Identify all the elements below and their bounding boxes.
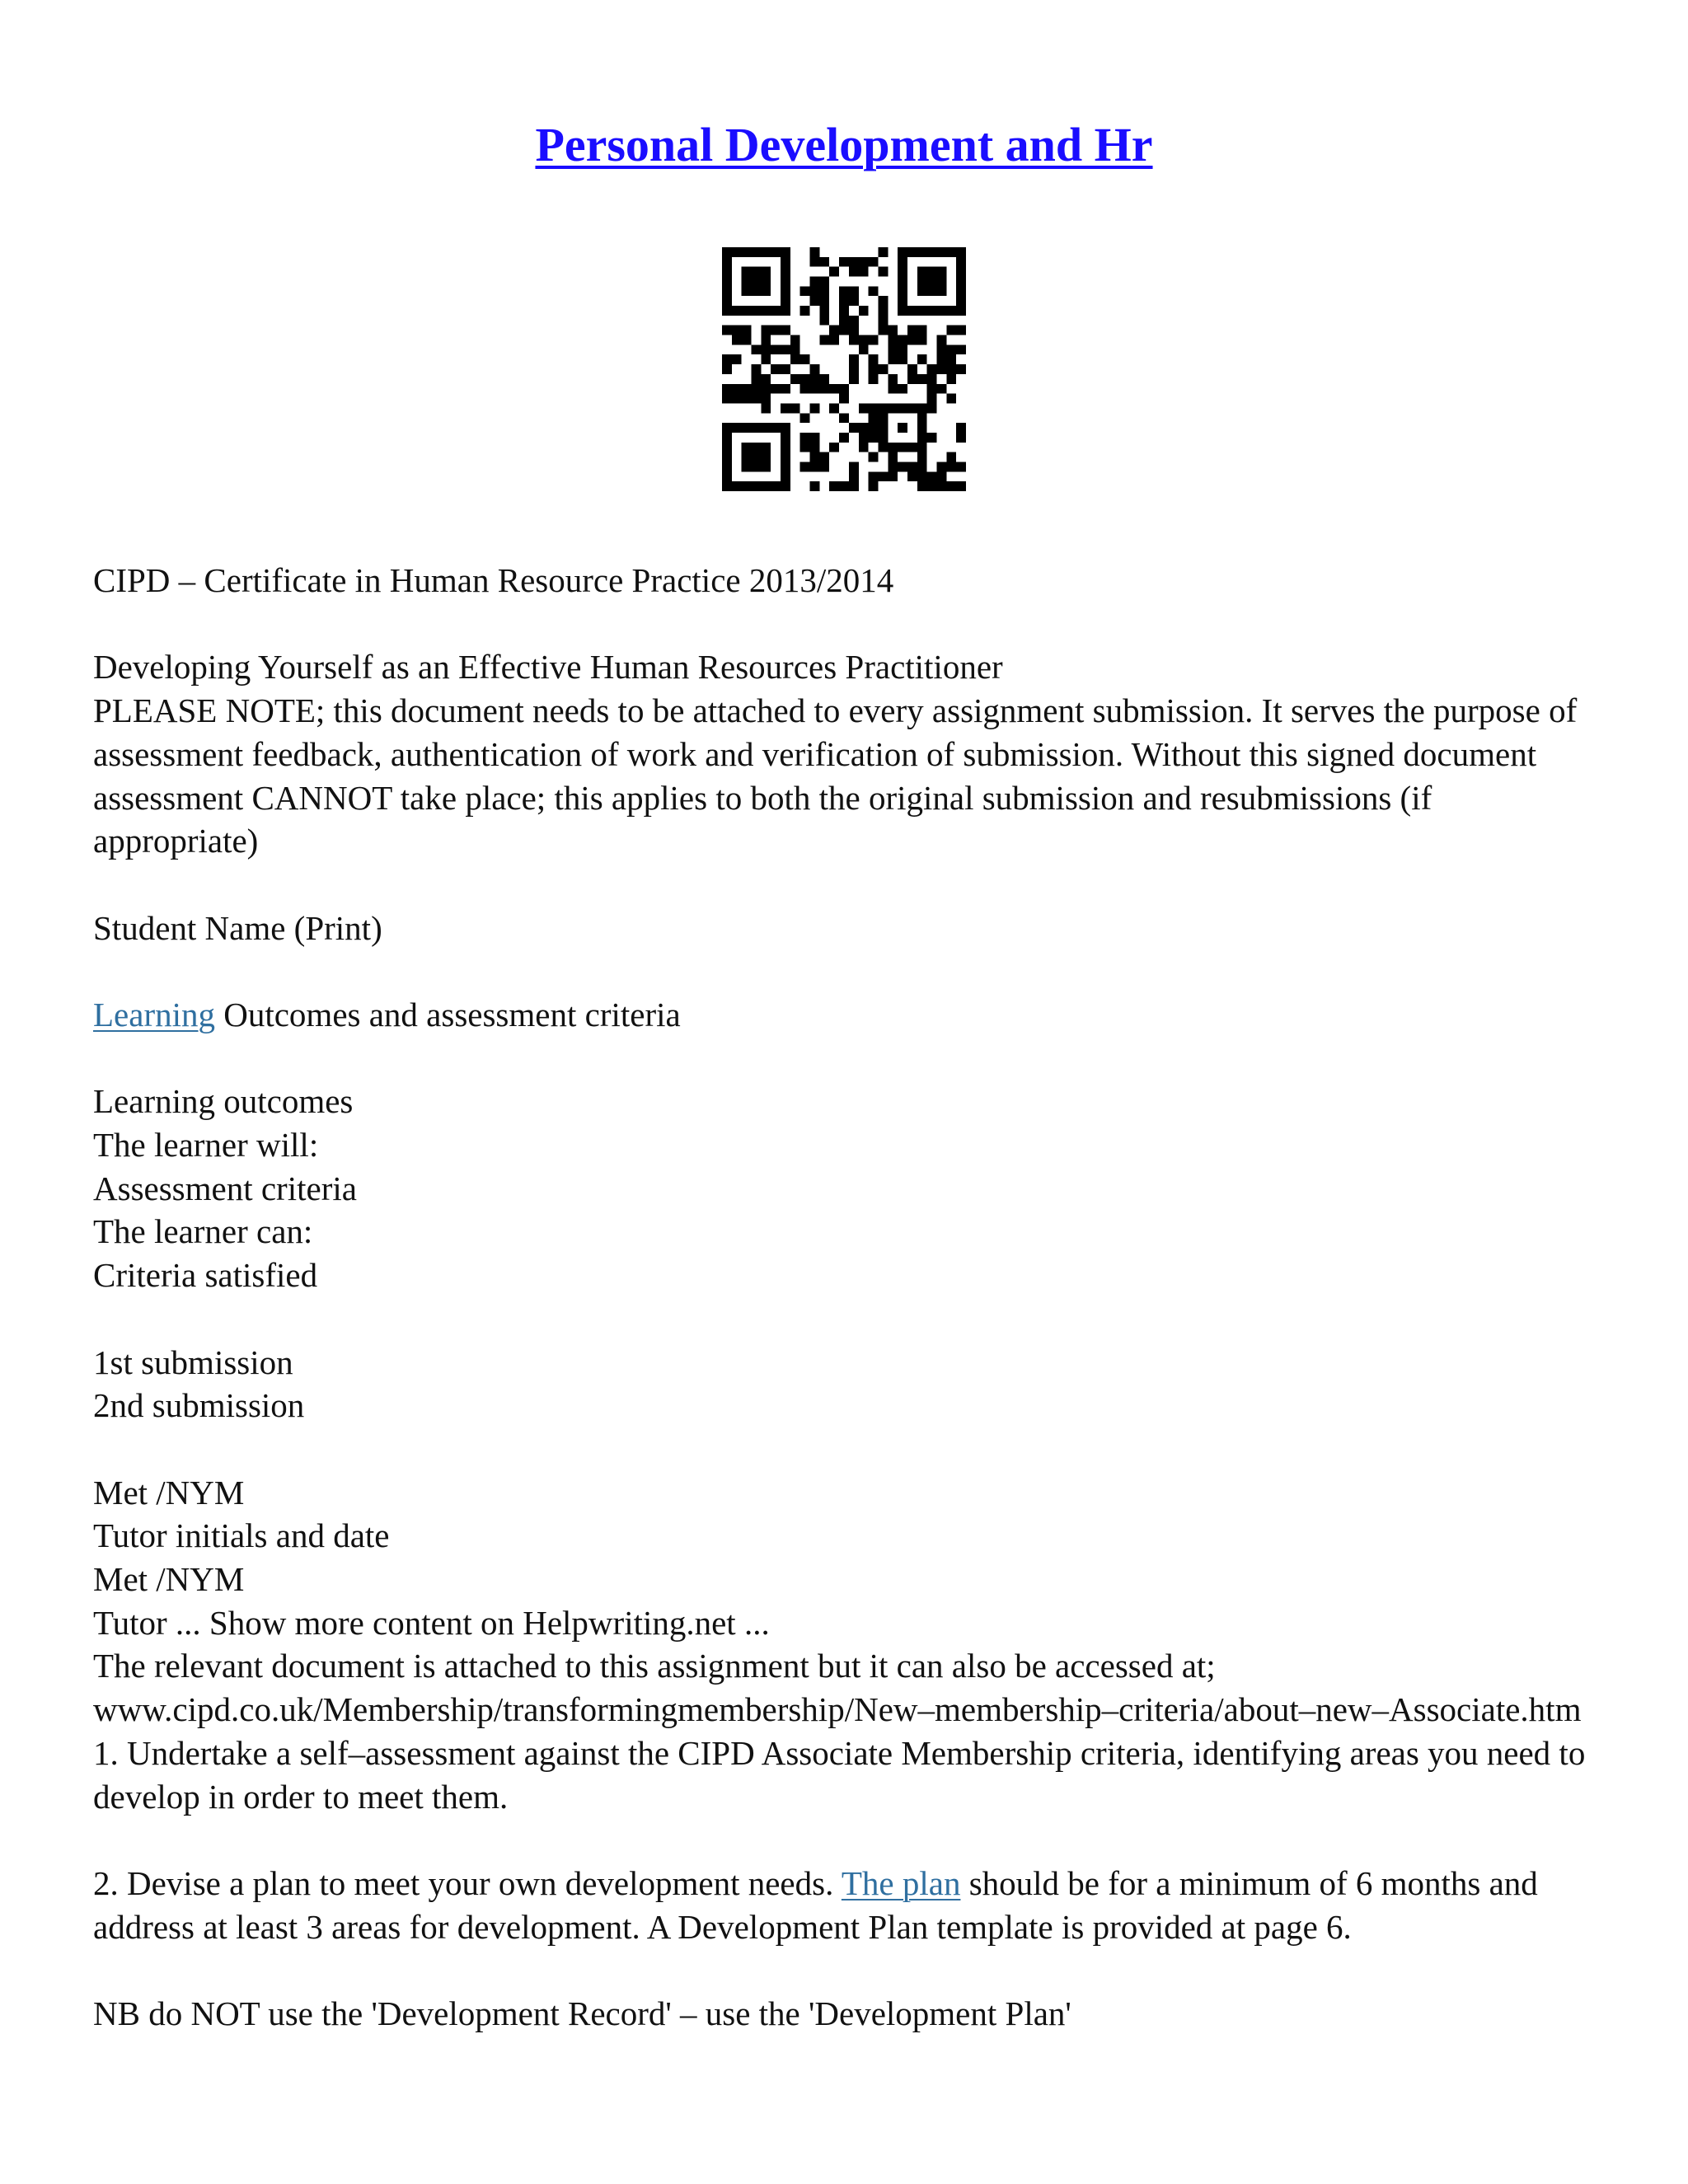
qr-module: [839, 296, 849, 306]
qr-module: [810, 384, 820, 394]
qr-module: [859, 257, 869, 267]
qr-module: [869, 471, 879, 481]
block3-line: Met /NYM: [93, 1560, 245, 1599]
qr-module: [839, 413, 849, 423]
qr-module: [878, 326, 888, 335]
qr-module: [819, 296, 829, 306]
qr-module: [946, 374, 956, 384]
qr-module: [859, 344, 869, 354]
qr-module: [761, 384, 771, 394]
qr-module: [869, 335, 879, 345]
block1-line: The learner will:: [93, 1126, 319, 1165]
qr-module: [907, 335, 917, 345]
qr-module: [800, 443, 810, 452]
devise-plan-paragraph: [93, 1862, 1601, 1948]
qr-module: [761, 403, 771, 413]
qr-module: [810, 481, 820, 491]
qr-module: [752, 344, 762, 354]
qr-module: [819, 277, 829, 287]
qr-module: [732, 394, 742, 404]
qr-module: [878, 471, 888, 481]
qr-module: [849, 257, 859, 267]
qr-module: [819, 286, 829, 296]
qr-module: [869, 413, 879, 423]
qr-module: [761, 354, 771, 364]
qr-module: [819, 257, 829, 267]
qr-module: [742, 384, 752, 394]
qr-module: [888, 462, 898, 471]
qr-module: [810, 296, 820, 306]
learning-link[interactable]: Learning: [93, 995, 215, 1033]
qr-module: [819, 335, 829, 345]
qr-module: [829, 384, 839, 394]
qr-module: [907, 326, 917, 335]
qr-module: [956, 481, 966, 491]
qr-module: [849, 364, 859, 374]
qr-module: [946, 364, 956, 374]
qr-module: [722, 354, 732, 364]
qr-module: [878, 296, 888, 306]
qr-module: [849, 471, 859, 481]
qr-module: [878, 316, 888, 326]
qr-module: [810, 257, 820, 267]
qr-module: [917, 335, 927, 345]
qr-module: [898, 384, 907, 394]
qr-module: [907, 374, 917, 384]
block1-line: Criteria satisfied: [93, 1256, 318, 1295]
qr-module: [829, 267, 839, 277]
relevant-document-paragraph: The relevant document is attached to this assignment but it can also be accessed at; www.cipd.co.uk/Membership/transformingmembership/New–membership–criteria/about–new–Associate.htm 1. Undertake a self–assessment against the CIPD Associate Membership criteria, identifying areas you need to develop in order to meet them.: [93, 1647, 1586, 1816]
qr-module: [752, 394, 762, 404]
qr-module: [927, 374, 937, 384]
qr-module: [936, 344, 946, 354]
qr-module: [907, 462, 917, 471]
qr-module: [849, 286, 859, 296]
qr-module: [859, 335, 869, 345]
qr-code-icon: [722, 247, 966, 491]
qr-module: [849, 354, 859, 364]
qr-module: [819, 306, 829, 316]
qr-module: [810, 403, 820, 413]
qr-module: [839, 481, 849, 491]
qr-module: [839, 316, 849, 326]
qr-module: [936, 462, 946, 471]
qr-module: [927, 384, 937, 394]
qr-module: [936, 364, 946, 374]
qr-module: [771, 364, 781, 374]
qr-module: [956, 433, 966, 443]
qr-module: [869, 286, 879, 296]
qr-module: [732, 384, 742, 394]
qr-module: [869, 403, 879, 413]
course-line: CIPD – Certificate in Human Resource Practice 2013/2014: [93, 561, 894, 599]
qr-module: [917, 374, 927, 384]
qr-module: [800, 384, 810, 394]
qr-module: [722, 326, 732, 335]
block3-line: Tutor initials and date: [93, 1516, 390, 1555]
qr-module: [761, 374, 771, 384]
qr-module: [859, 423, 869, 433]
qr-module: [810, 462, 820, 471]
qr-module: [849, 316, 859, 326]
qr-module: [819, 316, 829, 326]
qr-module: [761, 394, 771, 404]
qr-module: [800, 306, 810, 316]
qr-module: [771, 384, 781, 394]
qr-module: [839, 326, 849, 335]
qr-module: [800, 374, 810, 384]
qr-module: [800, 433, 810, 443]
qr-module: [917, 481, 927, 491]
qr-module: [888, 384, 898, 394]
qr-module: [829, 335, 839, 345]
qr-module: [936, 354, 946, 364]
qr-module: [917, 462, 927, 471]
qr-module: [810, 452, 820, 462]
notice-paragraph: PLEASE NOTE; this document needs to be attached to every assignment submission. It serves the purpose of assessment feedback, authentication of work and verification of submission. Without this signed document assessment CANNOT take place; this applies to both the original submission and resubmissions (if appropriate): [93, 691, 1578, 860]
qr-module: [936, 471, 946, 481]
qr-module: [946, 354, 956, 364]
qr-module: [946, 326, 956, 335]
title-link[interactable]: Personal Development and Hr: [535, 118, 1153, 171]
block1-line: Assessment criteria: [93, 1169, 357, 1207]
qr-module: [898, 344, 907, 354]
qr-module: [956, 326, 966, 335]
qr-module: [761, 344, 771, 354]
qr-module: [790, 374, 800, 384]
qr-module: [819, 452, 829, 462]
qr-module: [752, 364, 762, 374]
block1-line: The learner can:: [93, 1212, 313, 1251]
document-title: [0, 115, 1688, 175]
nb-line: NB do NOT use the 'Development Record' – use the 'Development Plan': [93, 1994, 1071, 2033]
qr-module: [927, 433, 937, 443]
qr-module: [936, 384, 946, 394]
qr-module: [878, 306, 888, 316]
qr-module: [839, 384, 849, 394]
qr-module: [800, 413, 810, 423]
qr-module: [771, 326, 781, 335]
qr-module: [869, 423, 879, 433]
qr-module: [898, 354, 907, 364]
qr-module: [829, 326, 839, 335]
qr-module: [829, 403, 839, 413]
qr-module: [859, 433, 869, 443]
qr-module: [819, 384, 829, 394]
qr-module: [956, 423, 966, 433]
qr-module: [771, 344, 781, 354]
qr-module: [849, 296, 859, 306]
qr-module: [839, 306, 849, 316]
qr-module: [790, 354, 800, 364]
qr-module: [790, 344, 800, 354]
qr-module: [898, 335, 907, 345]
qr-module: [907, 471, 917, 481]
qr-module: [790, 403, 800, 413]
qr-module: [869, 452, 879, 462]
qr-module: [761, 326, 771, 335]
qr-module: [888, 354, 898, 364]
qr-module: [761, 335, 771, 345]
qr-module: [722, 364, 732, 374]
block1-line: Learning outcomes: [93, 1082, 354, 1121]
qr-module: [946, 452, 956, 462]
block3-line: Tutor ... Show more content on Helpwriting.net ...: [93, 1603, 770, 1642]
qr-module: [849, 267, 859, 277]
qr-module: [956, 344, 966, 354]
qr-module: [800, 462, 810, 471]
qr-module: [722, 384, 732, 394]
qr-module: [927, 394, 937, 404]
qr-module: [869, 354, 879, 364]
qr-module: [888, 326, 898, 335]
qr-module: [849, 481, 859, 491]
qr-module: [819, 374, 829, 384]
qr-module: [849, 374, 859, 384]
qr-module: [781, 344, 790, 354]
devise-before-text: 2. Devise a plan to meet your own development needs.: [93, 1863, 842, 1902]
qr-module: [742, 326, 752, 335]
qr-module: [732, 354, 742, 364]
qr-module: [810, 374, 820, 384]
qr-module: [898, 462, 907, 471]
the-plan-link[interactable]: The plan: [841, 1863, 961, 1902]
qr-module: [936, 481, 946, 491]
qr-module: [810, 433, 820, 443]
learning-rest-text: Outcomes and assessment criteria: [214, 995, 681, 1033]
qr-module: [869, 481, 879, 491]
qr-module: [839, 394, 849, 404]
qr-module: [936, 335, 946, 345]
qr-module: [878, 247, 888, 257]
block2-line: 2nd submission: [93, 1386, 305, 1425]
devise-after-text: should be for a minimum of 6 months and address at least 3 areas for development. A Development Plan template is provided at page 6.: [93, 1863, 1538, 1946]
qr-module: [956, 462, 966, 471]
document-body: [93, 559, 1601, 2036]
qr-module: [927, 364, 937, 374]
qr-module: [888, 471, 898, 481]
qr-module: [869, 364, 879, 374]
qr-module: [869, 433, 879, 443]
qr-module: [888, 374, 898, 384]
qr-module: [829, 481, 839, 491]
qr-module: [917, 471, 927, 481]
qr-module: [927, 471, 937, 481]
qr-module: [859, 443, 869, 452]
qr-module: [859, 267, 869, 277]
qr-module: [956, 364, 966, 374]
qr-module: [839, 257, 849, 267]
qr-module: [810, 443, 820, 452]
qr-module: [752, 384, 762, 394]
qr-module: [859, 306, 869, 316]
qr-module: [878, 364, 888, 374]
qr-module: [888, 344, 898, 354]
qr-module: [819, 462, 829, 471]
qr-module: [742, 335, 752, 345]
qr-module: [946, 481, 956, 491]
qr-module: [781, 364, 790, 374]
qr-module: [849, 423, 859, 433]
qr-module: [800, 354, 810, 364]
qr-module: [839, 286, 849, 296]
block2-line: 1st submission: [93, 1343, 293, 1381]
qr-module: [829, 443, 839, 452]
qr-module: [810, 364, 820, 374]
qr-module: [742, 394, 752, 404]
qr-module: [810, 286, 820, 296]
qr-module: [946, 394, 956, 404]
unit-title: Developing Yourself as an Effective Human Resources Practitioner: [93, 648, 1003, 687]
qr-module: [849, 326, 859, 335]
qr-module: [839, 433, 849, 443]
qr-alignment-pattern: [898, 423, 907, 433]
qr-module: [869, 257, 879, 267]
qr-module: [810, 277, 820, 287]
qr-module: [810, 247, 820, 257]
qr-module: [752, 374, 762, 384]
qr-module: [732, 326, 742, 335]
learning-outcomes-heading: [93, 993, 1601, 1037]
qr-module: [732, 335, 742, 345]
qr-module: [878, 267, 888, 277]
qr-module: [869, 374, 879, 384]
qr-module: [849, 335, 859, 345]
qr-module: [946, 462, 956, 471]
student-name-label: Student Name (Print): [93, 908, 382, 947]
qr-module: [722, 394, 732, 404]
qr-module: [790, 335, 800, 345]
qr-module: [781, 403, 790, 413]
qr-module: [927, 481, 937, 491]
qr-module: [800, 286, 810, 296]
qr-module: [907, 364, 917, 374]
qr-module: [917, 452, 927, 462]
block3-line: Met /NYM: [93, 1473, 245, 1511]
qr-module: [781, 326, 790, 335]
qr-module: [888, 335, 898, 345]
qr-module: [849, 462, 859, 471]
qr-module: [946, 344, 956, 354]
qr-module: [859, 403, 869, 413]
qr-module: [917, 354, 927, 364]
qr-module: [927, 403, 937, 413]
qr-module: [888, 452, 898, 462]
qr-module: [781, 384, 790, 394]
qr-module: [917, 326, 927, 335]
